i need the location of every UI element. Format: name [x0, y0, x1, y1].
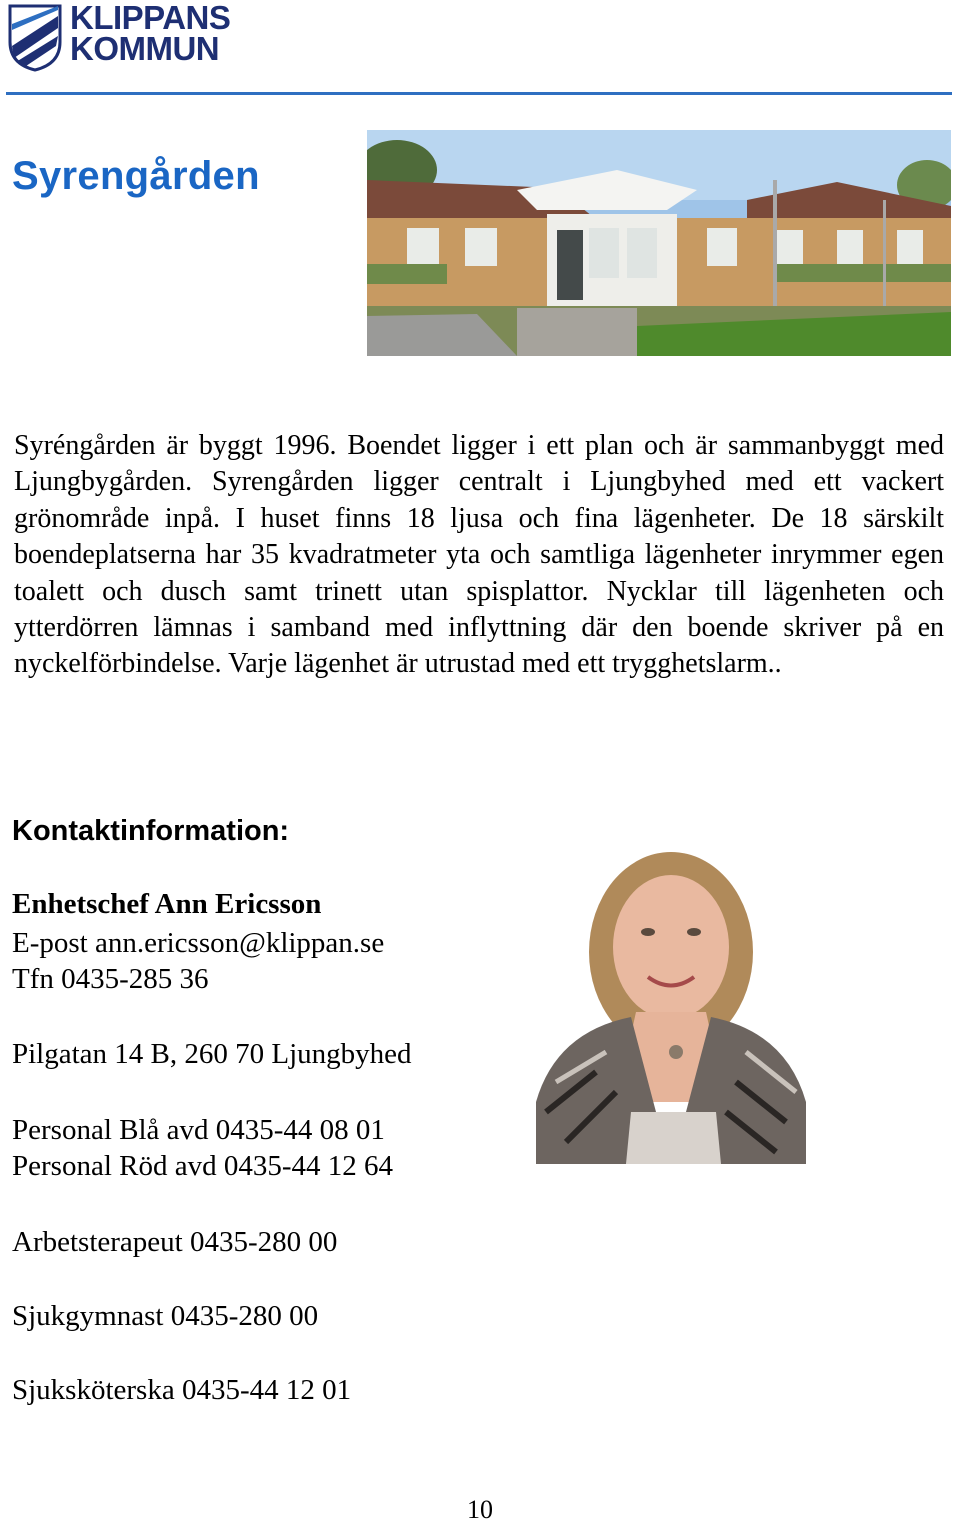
- header-divider: [6, 92, 952, 95]
- portrait-photo: [536, 812, 806, 1164]
- unit-chief: Enhetschef Ann Ericsson: [12, 888, 322, 920]
- building-photo: [367, 130, 951, 356]
- contact-email: E-post ann.ericsson@klippan.se: [12, 927, 385, 959]
- occupational-therapist-phone: Arbetsterapeut 0435-280 00: [12, 1226, 338, 1258]
- logo-line-1: KLIPPANS: [70, 0, 231, 36]
- page-title: Syrengården: [12, 154, 260, 198]
- logo-wordmark: [70, 0, 231, 67]
- logo-line-2: KOMMUN: [70, 30, 220, 67]
- description-text: Syréngården är byggt 1996. Boendet ligger i ett plan och är sammanbyggt med Ljungbygården. Syrengården ligger centralt i Ljungbyhed med ett vackert grönområde inpå. I huset finns 18 ljusa och fina lägenheter. De 18 särskilt boendeplatserna har 35 kvadratmeter yta och samtliga lägenheter inrymmer egen toalett och dusch samt trinett utan spisplattor. Nycklar till lägenheten och ytterdörren lämnas i samband med inflyttning där den boende skriver på en nyckelförbindelse. Varje lägenhet är utrustad med ett trygghetslarm..: [14, 430, 944, 680]
- contact-heading: Kontaktinformation:: [12, 815, 290, 847]
- contact-address: Pilgatan 14 B, 260 70 Ljungbyhed: [12, 1038, 412, 1070]
- nurse-phone: Sjuksköterska 0435-44 12 01: [12, 1374, 352, 1406]
- physiotherapist-phone: Sjukgymnast 0435-280 00: [12, 1300, 319, 1332]
- staff-blue-phone: Personal Blå avd 0435-44 08 01: [12, 1114, 385, 1146]
- coat-of-arms-icon: [10, 6, 60, 70]
- page-number: 10: [467, 1495, 493, 1524]
- contact-phone: Tfn 0435-285 36: [12, 963, 209, 995]
- staff-red-phone: Personal Röd avd 0435-44 12 64: [12, 1150, 393, 1182]
